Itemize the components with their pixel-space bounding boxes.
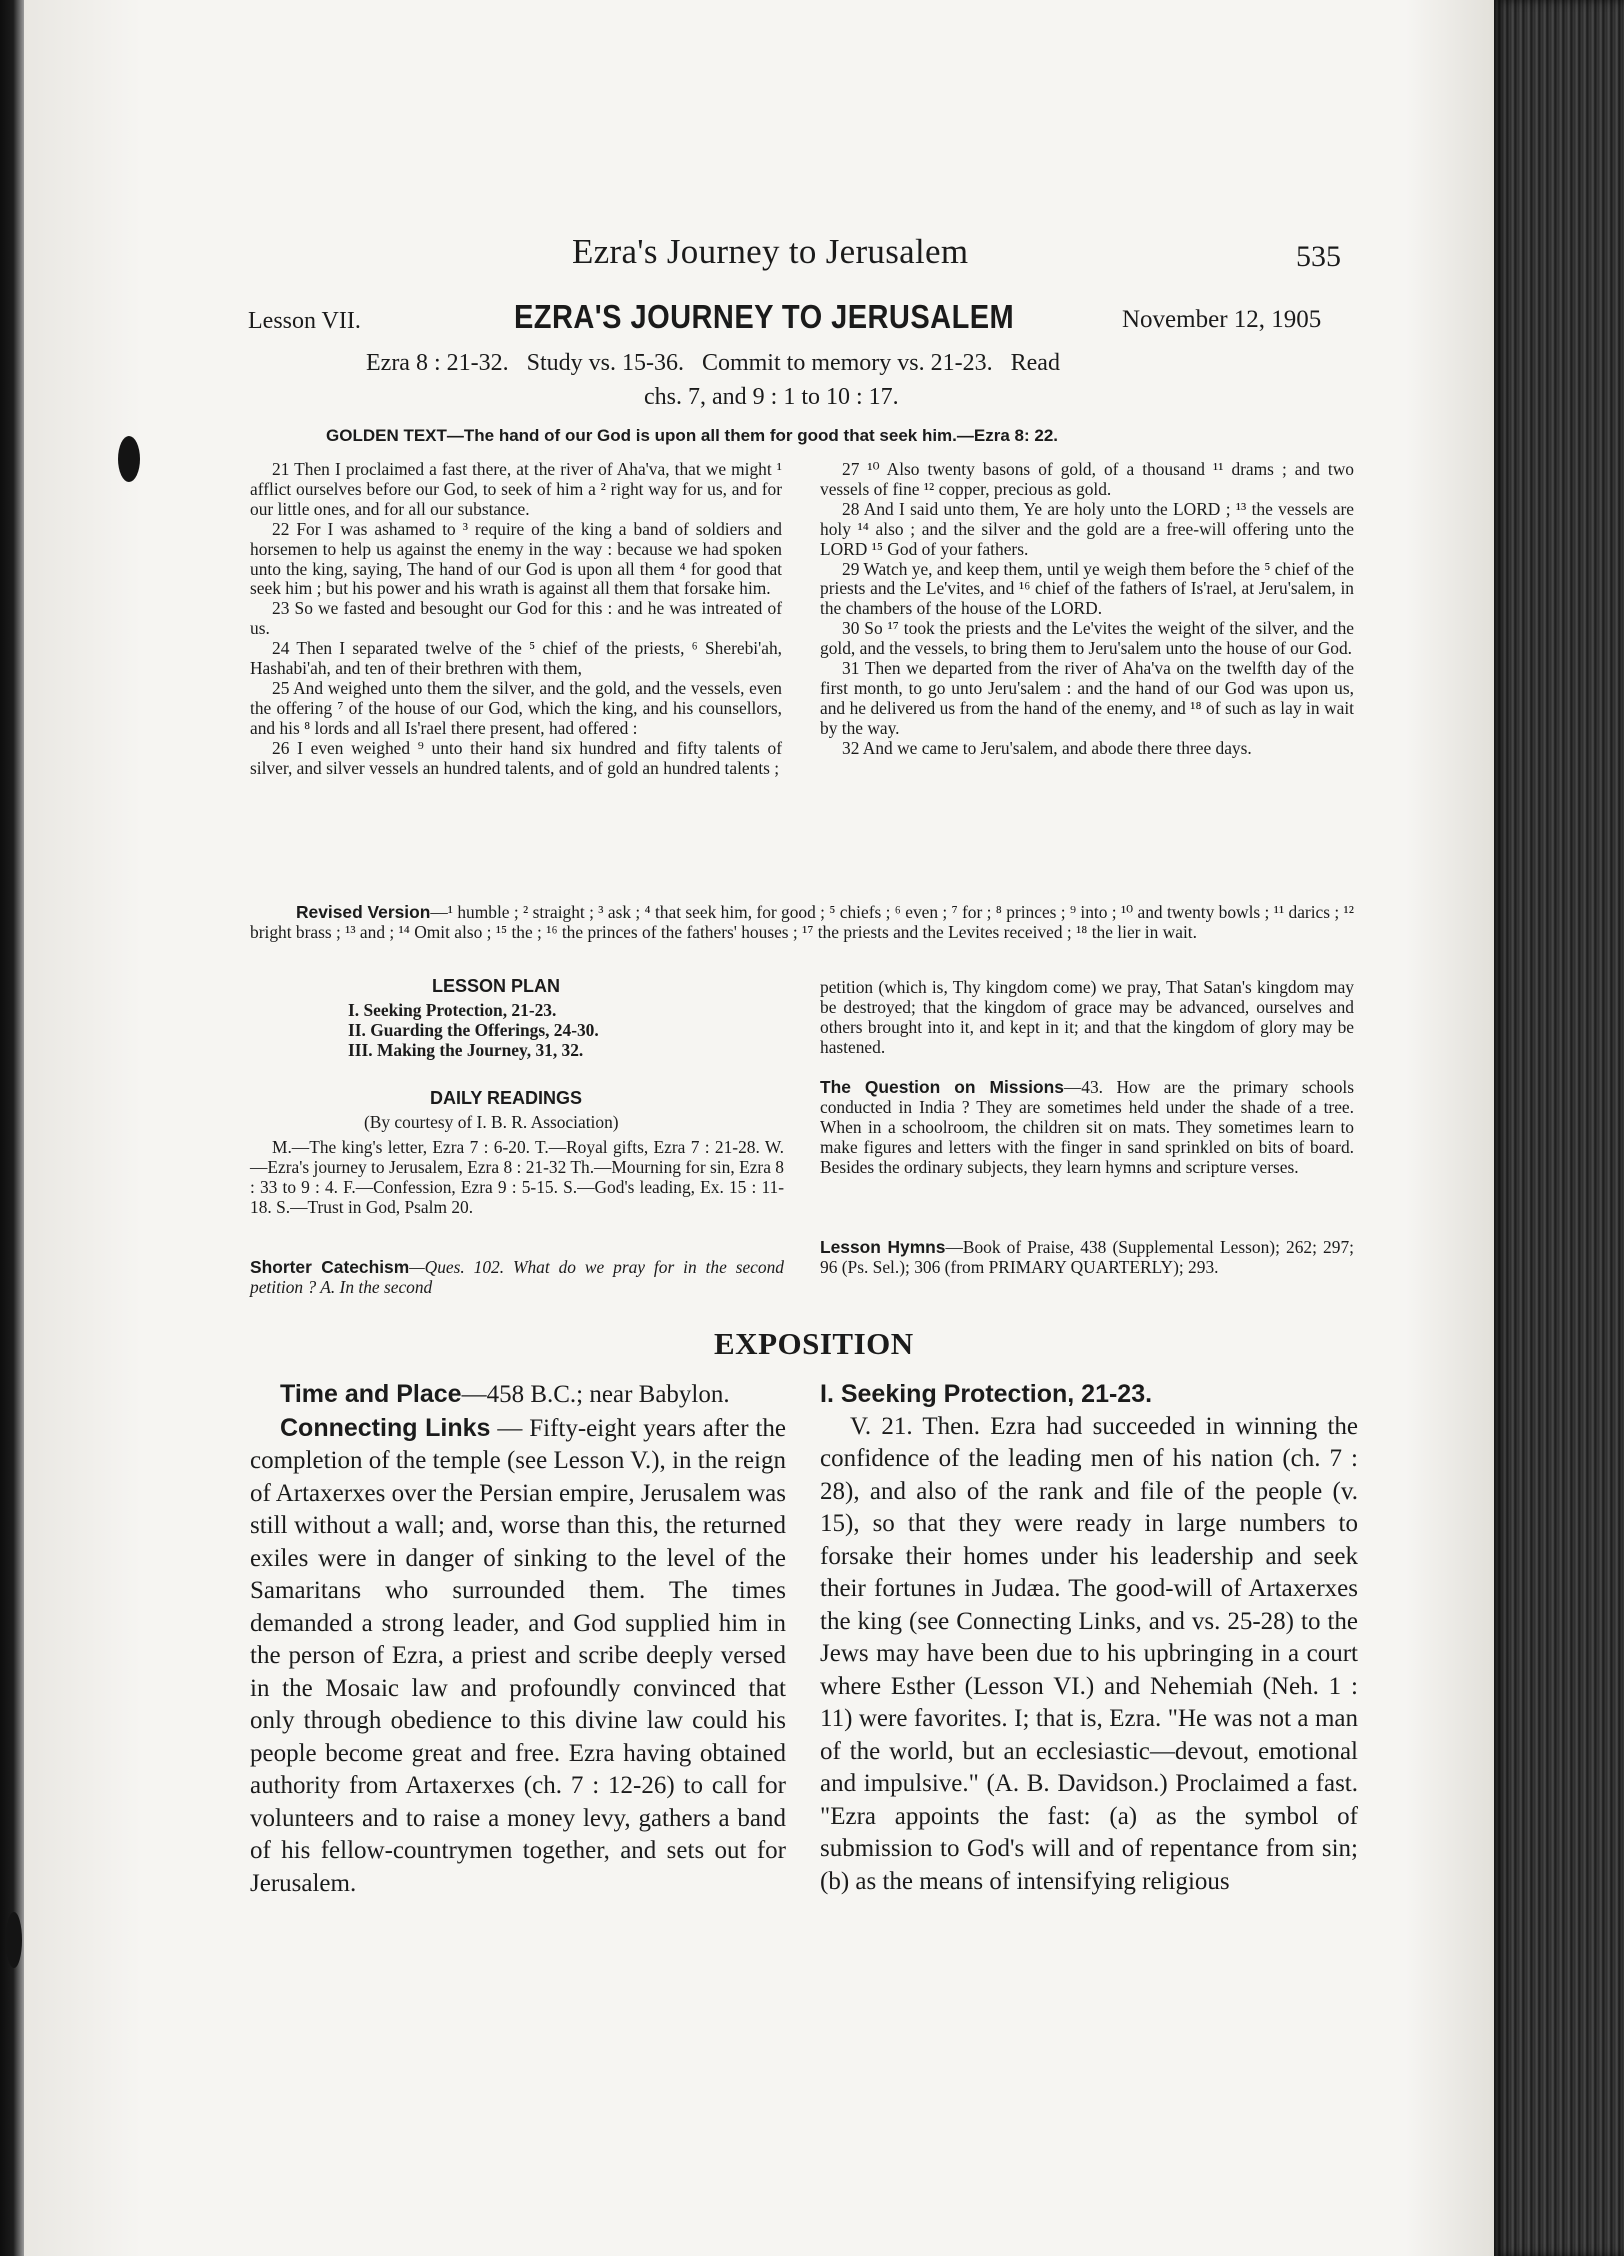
verse: 25 And weighed unto them the silver, and the gold, and the vessels, even the offering ⁷ of the house of our God, which the king, and his counsellors, and his ⁸ lords and all Is'rael there present, had offered : [250, 677, 782, 738]
book-page-edges [1494, 0, 1624, 2256]
time-and-place-text: —458 B.C.; near Babylon. [461, 1381, 730, 1408]
connecting-links [250, 1412, 786, 1901]
running-head: Ezra's Journey to Jerusalem [572, 232, 969, 271]
revised-version-notes [250, 902, 1354, 942]
lesson-title: EZRA'S JOURNEY TO JERUSALEM [514, 298, 1015, 335]
lesson-number: Lesson VII. [248, 308, 361, 334]
exposition-heading: EXPOSITION [714, 1326, 914, 1361]
hymns-text: —Book of Praise, 438 (Supplemental Lesson); 262; 297; 96 (Ps. Sel.); 306 (from PRIMARY QUARTERLY); 293. [820, 1237, 1354, 1277]
connecting-links-text: — Fifty-eight years after the completion of the temple (see Lesson V.), in the reign of Artaxerxes over the Persian empire, Jerusalem was still without a wall; and, worse than this, the returned exiles were in danger of sinking to the level of the Samaritans who surrounded them. The times demanded a strong leader, and God supplied him in the person of Ezra, a priest and scribe deeply versed in the Mosaic law and profoundly convinced that only through obedience to this divine law could his people become great and free. Ezra having obtained authority from Artaxerxes (ch. 7 : 12-26) to call for volunteers and to raise a money levy, gathers a band of his fellow-countrymen together, and sets out for Jerusalem. [250, 1414, 787, 1897]
verse: 24 Then I separated twelve of the ⁵ chief of the priests, ⁶ Sherebi'ah, Hashabi'ah, and ten of their brethren with them, [250, 638, 782, 679]
verse: 30 So ¹⁷ took the priests and the Le'vites the weight of the silver, and the gold, and the vessels, to bring them to Jeru'salem unto the house of our God. [820, 618, 1354, 659]
lesson-plan-item: I. Seeking Protection, 21-23. [348, 1000, 557, 1020]
verse: 31 Then we departed from the river of Aha'va on the twelfth day of the first month, to go unto Jeru'salem : and the hand of our God was upon us, and he delivered us from the hand of the enemy, and ¹⁸ of such as lay in wait by the way. [820, 658, 1354, 738]
revised-version-label: Revised Version [296, 902, 431, 922]
daily-readings-courtesy: (By courtesy of I. B. R. Association) [364, 1112, 619, 1132]
connecting-links-label: Connecting Links [280, 1413, 491, 1442]
time-and-place [250, 1378, 786, 1412]
catechism-label: Shorter Catechism [250, 1257, 410, 1277]
lesson-plan-heading: LESSON PLAN [432, 976, 561, 996]
scripture-passage-right [820, 460, 1354, 759]
golden-text: GOLDEN TEXT—The hand of our God is upon all them for good that seek him.—Ezra 8: 22. [326, 426, 1059, 445]
verse: 21 Then I proclaimed a fast there, at the river of Aha'va, that we might ¹ afflict ourselves before our God, to seek of him a ² right way for us, and for our little ones, and for all our substance. [250, 459, 782, 519]
verse: 27 ¹⁰ Also twenty basons of gold, of a thousand ¹¹ drams ; and two vessels of fine ¹² copper, precious as gold. [820, 459, 1354, 499]
exposition-left-column [250, 1378, 786, 1900]
section-text: V. 21. Then. Ezra had succeeded in winning the confidence of the leading men of his nation (ch. 7 : 28), and also of the rank and file of the people (v. 15), so that they were ready in large numbers to forsake their homes under his leadership and seek their fortunes in Judæa. The good-will of Artaxerxes the king (see Connecting Links, and vs. 25-28) to the Jews may have been due to his upbringing in a court where Esther (Lesson VI.) and Nehemiah (Neh. 1 : 11) were favorites. I; that is, Ezra. "He was not a man of the world, but an ecclesiastic—devout, emotional and impulsive." (A. B. Davidson.) Proclaimed a fast. "Ezra appoints the fast: (a) as the symbol of submission to God's will and of repentance from sin; (b) as the means of intensifying religious [820, 1412, 1358, 1895]
verse: 28 And I said unto them, Ye are holy unto the LORD ; ¹³ the vessels are holy ¹⁴ also ; and the silver and the gold are a free-will offering unto the LORD ¹⁵ God of your fathers. [820, 498, 1354, 559]
lesson-plan-item: II. Guarding the Offerings, 24-30. [348, 1020, 599, 1040]
punch-hole-top [118, 436, 140, 482]
lesson-plan-list [348, 1000, 599, 1060]
scripture-reference-continued: chs. 7, and 9 : 1 to 10 : 17. [644, 384, 899, 410]
verse: 29 Watch ye, and keep them, until ye weigh them before the ⁵ chief of the priests and the Le'vites, and ¹⁶ chief of the fathers of Is'rael, at Jeru'salem, in the chambers of the house of the LORD. [820, 558, 1354, 619]
daily-readings-text [250, 1138, 784, 1218]
lesson-hymns [820, 1238, 1354, 1278]
scripture-passage-left [250, 460, 782, 779]
question-on-missions [820, 1078, 1354, 1178]
catechism-text: —Ques. 102. What do we pray for in the second petition ? A. In the second [250, 1257, 784, 1297]
time-and-place-label: Time and Place [280, 1380, 462, 1408]
daily-readings-heading: DAILY READINGS [430, 1088, 583, 1108]
verse: 26 I even weighed ⁹ unto their hand six hundred and fifty talents of silver, and silver vessels an hundred talents, and of gold an hundred talents ; [250, 737, 782, 778]
missions-label: The Question on Missions [820, 1077, 1064, 1097]
section-heading: I. Seeking Protection, 21-23. [820, 1380, 1153, 1408]
page-number: 535 [1296, 240, 1341, 273]
verse: 23 So we fasted and besought our God for this : and he was intreated of us. [250, 598, 782, 639]
hymns-label: Lesson Hymns [820, 1237, 946, 1257]
verse: 22 For I was ashamed to ³ require of the king a band of soldiers and horsemen to help us against the enemy in the way : because we had spoken unto the king, saying, The hand of our God is upon all them ⁴ for good that seek him ; but his power and his wrath is against all them that forsake him. [250, 518, 782, 599]
missions-text: —43. How are the primary schools conducted in India ? They are sometimes held under the shade of a tree. When in a schoolroom, the children sit on mats. They sometimes learn to make figures and letters with the finger in sand sprinkled on bits of board. Besides the ordinary subjects, they learn hymns and scripture verses. [820, 1077, 1354, 1177]
revised-version-text: —¹ humble ; ² straight ; ³ ask ; ⁴ that seek him, for good ; ⁵ chiefs ; ⁶ even ; ⁷ for ; ⁸ princes ; ⁹ into ; ¹⁰ and twenty bowls ; ¹¹ darics ; ¹² bright brass ; ¹³ and ; ¹⁴ Omit also ; ¹⁵ the ; ¹⁶ the princes of the fathers' houses ; ¹⁷ the priests and the Levites received ; ¹⁸ the lier in wait. [250, 902, 1354, 942]
punch-hole-bottom [6, 1912, 22, 1968]
verse: 32 And we came to Jeru'salem, and abode there three days. [842, 737, 1252, 758]
lesson-plan-item: III. Making the Journey, 31, 32. [348, 1040, 584, 1060]
lesson-date: November 12, 1905 [1122, 306, 1322, 333]
scripture-reference: Ezra 8 : 21-32. Study vs. 15-36. Commit to memory vs. 21-23. Read [366, 350, 1060, 376]
exposition-right-column [820, 1378, 1358, 1898]
petition-body: petition (which is, Thy kingdom come) we pray, That Satan's kingdom may be destroyed; that the kingdom of grace may be advanced, ourselves and others brought into it, and kept in it; and that the kingdom of glory may be hastened. [820, 977, 1354, 1057]
petition-continued [820, 978, 1354, 1058]
daily-readings-body: M.—The king's letter, Ezra 7 : 6-20. T.—Royal gifts, Ezra 7 : 21-28. W.—Ezra's journey to Jerusalem, Ezra 8 : 21-32 Th.—Mourning for sin, Ezra 8 : 33 to 9 : 4. F.—Confession, Ezra 9 : 5-15. S.—God's leading, Ex. 15 : 11-18. S.—Trust in God, Psalm 20. [250, 1137, 784, 1217]
shorter-catechism [250, 1258, 784, 1298]
